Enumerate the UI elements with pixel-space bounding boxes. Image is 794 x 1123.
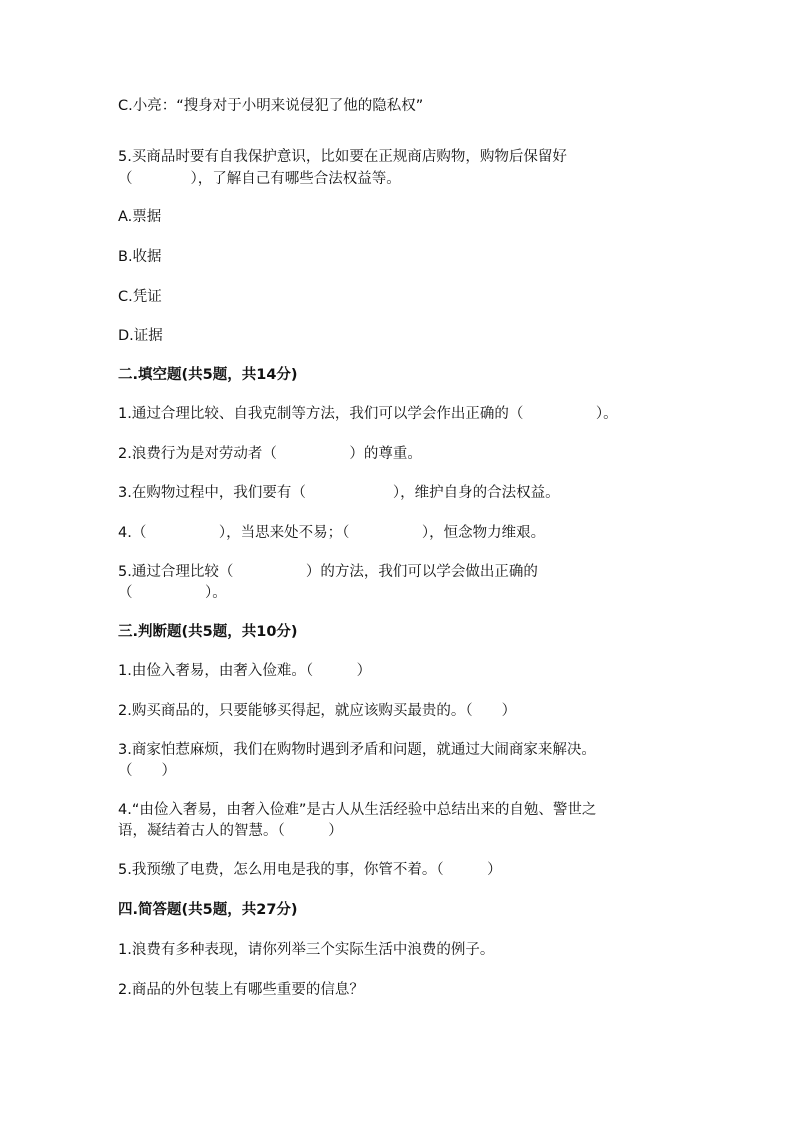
- judge-q3-line2: （ ）: [118, 763, 176, 779]
- section3-heading: 三.判断题(共5题，共10分): [118, 624, 298, 640]
- q5-option-d: D.证据: [118, 328, 163, 344]
- judge-q4-line1: 4.“由俭入奢易，由奢入俭难”是古人从生活经验中总结出来的自勉、警世之: [118, 802, 597, 818]
- section4-heading: 四.简答题(共5题，共27分): [118, 902, 298, 918]
- fill-q2: 2.浪费行为是对劳动者（ ）的尊重。: [118, 446, 422, 462]
- section2-heading: 二.填空题(共5题，共14分): [118, 367, 298, 383]
- q5-option-b: B.收据: [118, 249, 162, 265]
- q5-stem-line2: （ ），了解自己有哪些合法权益等。: [118, 171, 401, 187]
- short-q2: 2.商品的外包装上有哪些重要的信息？: [118, 982, 364, 998]
- short-q1: 1.浪费有多种表现，请你列举三个实际生活中浪费的例子。: [118, 942, 495, 958]
- fill-q4: 4.（ ），当思来处不易；（ ），恒念物力维艰。: [118, 525, 546, 541]
- judge-q4-line2: 语，凝结着古人的智慧。（ ）: [118, 823, 343, 839]
- judge-q2: 2.购买商品的，只要能够买得起，就应该购买最贵的。（ ）: [118, 703, 517, 719]
- judge-q5: 5.我预缴了电费，怎么用电是我的事，你管不着。（ ）: [118, 862, 502, 878]
- q5-stem-line1: 5.买商品时要有自我保护意识，比如要在正规商店购物，购物后保留好: [118, 149, 567, 165]
- q4-option-c: C.小亮：“搜身对于小明来说侵犯了他的隐私权”: [118, 98, 424, 114]
- judge-q3-line1: 3.商家怕惹麻烦，我们在购物时遇到矛盾和问题，就通过大闹商家来解决。: [118, 742, 596, 758]
- fill-q5-line1: 5.通过合理比较（ ）的方法，我们可以学会做出正确的: [118, 564, 538, 580]
- q5-option-c: C.凭证: [118, 289, 162, 305]
- fill-q1: 1.通过合理比较、自我克制等方法，我们可以学会作出正确的（ ）。: [118, 406, 618, 422]
- fill-q5-line2: （ ）。: [118, 585, 227, 601]
- q5-option-a: A.票据: [118, 209, 162, 225]
- fill-q3: 3.在购物过程中，我们要有（ ），维护自身的合法权益。: [118, 485, 560, 501]
- judge-q1: 1.由俭入奢易，由奢入俭难。（ ）: [118, 663, 372, 679]
